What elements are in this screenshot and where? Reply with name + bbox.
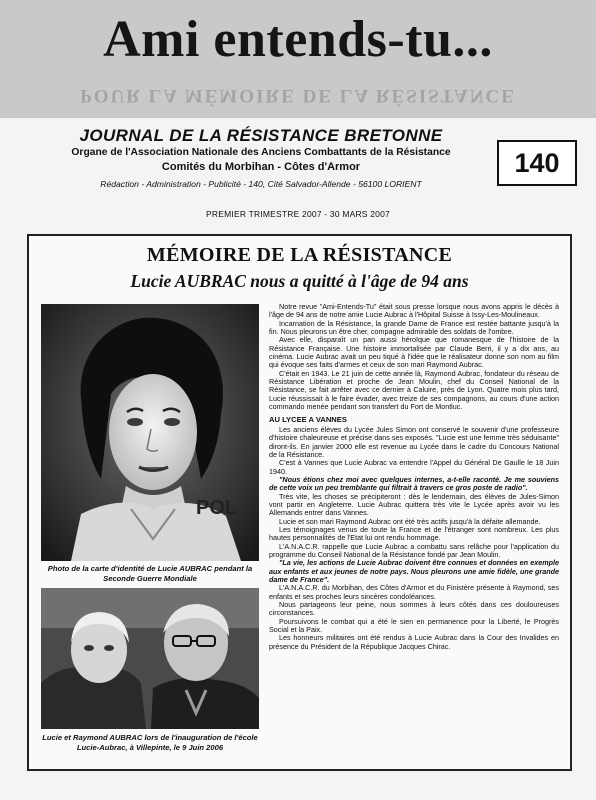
portrait-photo <box>41 304 259 561</box>
address-line: Rédaction - Administration - Publicité - 140, Cité Salvador-Allende - 56100 LORIENT <box>100 179 422 189</box>
body-paragraph: Poursuivons le combat qui a été le sien en permanence pour la Liberté, le Progrès Social et la Paix. <box>269 616 559 635</box>
body-paragraph: L'A.N.A.C.R. rappelle que Lucie Aubrac a combattu sans relâche pour l'application du programme du Conseil National de la Résistance fondé par Jean Moulin. <box>269 541 559 559</box>
banner-title: Ami entends-tu... <box>103 11 493 68</box>
banner-mirror-text: POUR LA MÉMOIRE DE LA RÉSISTANCE <box>80 85 516 106</box>
body-paragraph: L'A.N.A.C.R. du Morbihan, des Côtes d'Armor et du Finistère présente à Raymond, ses enfants et ses proches leurs sincères condoléances. <box>269 583 559 601</box>
comites-line: Comités du Morbihan - Côtes d'Armor <box>161 161 361 173</box>
body-paragraph: Incarnation de la Résistance, la grande Dame de France est restée battante jusqu'à la fin. Nous pleurons un être cher, compagne admirable des soldats de l'ombre. <box>269 318 559 337</box>
organ-line: Organe de l'Association Nationale des Anciens Combattants de la Résistance <box>71 147 451 158</box>
masthead-banner <box>0 0 596 118</box>
body-paragraph: Les anciens élèves du Lycée Jules Simon ont conservé le souvenir d'une professeure d'histoire chaleureuse et précise dans ses exposés. "Lucie est une femme très séduisante" diront-ils. En janvier 2000 elle est revenue au Lycée dans le cadre du Concours National de la Résistance. <box>269 424 559 459</box>
section-heading: AU LYCEE A VANNES <box>269 415 347 425</box>
masthead <box>28 126 494 190</box>
article-title: MÉMOIRE DE LA RÉSISTANCE <box>146 244 453 266</box>
article-subtitle: Lucie AUBRAC nous a quitté à l'âge de 94 ans <box>130 271 469 291</box>
body-paragraph: Nous partageons leur peine, nous sommes à leurs côtés dans ces douloureuses circonstances. <box>269 600 559 618</box>
couple-caption: Lucie et Raymond AUBRAC lors de l'inauguration de l'école Lucie-Aubrac, à Villepinte, le 9 Juin 2006 <box>42 733 258 752</box>
portrait-caption: Photo de la carte d'identité de Lucie AUBRAC pendant la Seconde Guerre Mondiale <box>47 564 253 583</box>
body-paragraph: Avec elle, disparaît un pan aussi héroïque que romanesque de l'histoire de la Résistance Française. Une histoire immortalisée par Claude Berri, il y a dix ans, au cinéma. Lucie Aubrac avait un peu tiqué à l'idée que le réalisateur donne son nom au film qui évoque ses faits d'armes et ceux de son mari Raymond Aubrac. <box>269 335 559 370</box>
issue-number: 140 <box>497 140 577 186</box>
stamp-text: POL <box>196 497 238 519</box>
body-paragraph: Très vite, les choses se précipiteront : dès le lendemain, des élèves de Jules-Simon vont partir en Angleterre. Lucie Aubrac quittera très vite le Lycée après avoir vu les Allemands entrer dans Vannes. <box>269 491 559 518</box>
article-frame <box>27 234 572 771</box>
body-paragraph: Lucie et son mari Raymond Aubrac ont été très actifs jusqu'à la défaite allemande. <box>279 516 541 526</box>
body-paragraph: C'est à Vannes que Lucie Aubrac va entendre l'Appel du Général De Gaulle le 18 Juin 1940. <box>269 458 559 476</box>
body-paragraph: C'était en 1943. Le 21 juin de cette année là, Raymond Aubrac, fondateur du réseau de Résistance Libération et proche de Jean Moulin, chef du Conseil National de la Résistance, se fait arrêter avec ce dernier à Caluire, près de Lyon. Quatre mois plus tard, Lucie réussissait à le faire évader, avec treize de ses compagnons, au cours d'une action commando menée pendant son transfert du Fort de Montluc. <box>269 368 559 412</box>
body-paragraph: Les témoignages venus de toute la France et de l'étranger sont nombreux. Les plus hautes personnalités de l'Etat lui ont rendu hommage. <box>269 524 559 543</box>
quote-paragraph: "La vie, les actions de Lucie Aubrac doivent être connues et données en exemple aux enfants et aux jeunes de notre pays. Nous pleurons une amie fidèle, une grande dame de France". <box>269 558 559 584</box>
article-body <box>269 303 559 651</box>
journal-title: JOURNAL DE LA RÉSISTANCE BRETONNE <box>79 126 443 145</box>
couple-illustration <box>41 588 259 729</box>
portrait-illustration <box>41 304 259 561</box>
date-line: PREMIER TRIMESTRE 2007 - 30 MARS 2007 <box>206 209 390 219</box>
couple-photo <box>41 588 259 729</box>
body-paragraph: Notre revue "Ami-Entends-Tu" était sous presse lorsque nous avons appris le décès à l'âge de 94 ans de notre amie Lucie Aubrac à l'Hôpital Suisse à Issy-Les-Moulineaux. <box>269 302 559 320</box>
quote-paragraph: "Nous étions chez moi avec quelques internes, a-t-elle raconté. Je me souviens de cette voix un peu tremblante qui filtrait à travers ce gros poste de radio". <box>269 474 559 493</box>
body-paragraph: Les honneurs militaires ont été rendus à Lucie Aubrac dans la Cour des Invalides en présence du Président de la République Jacques Chirac. <box>269 633 559 651</box>
